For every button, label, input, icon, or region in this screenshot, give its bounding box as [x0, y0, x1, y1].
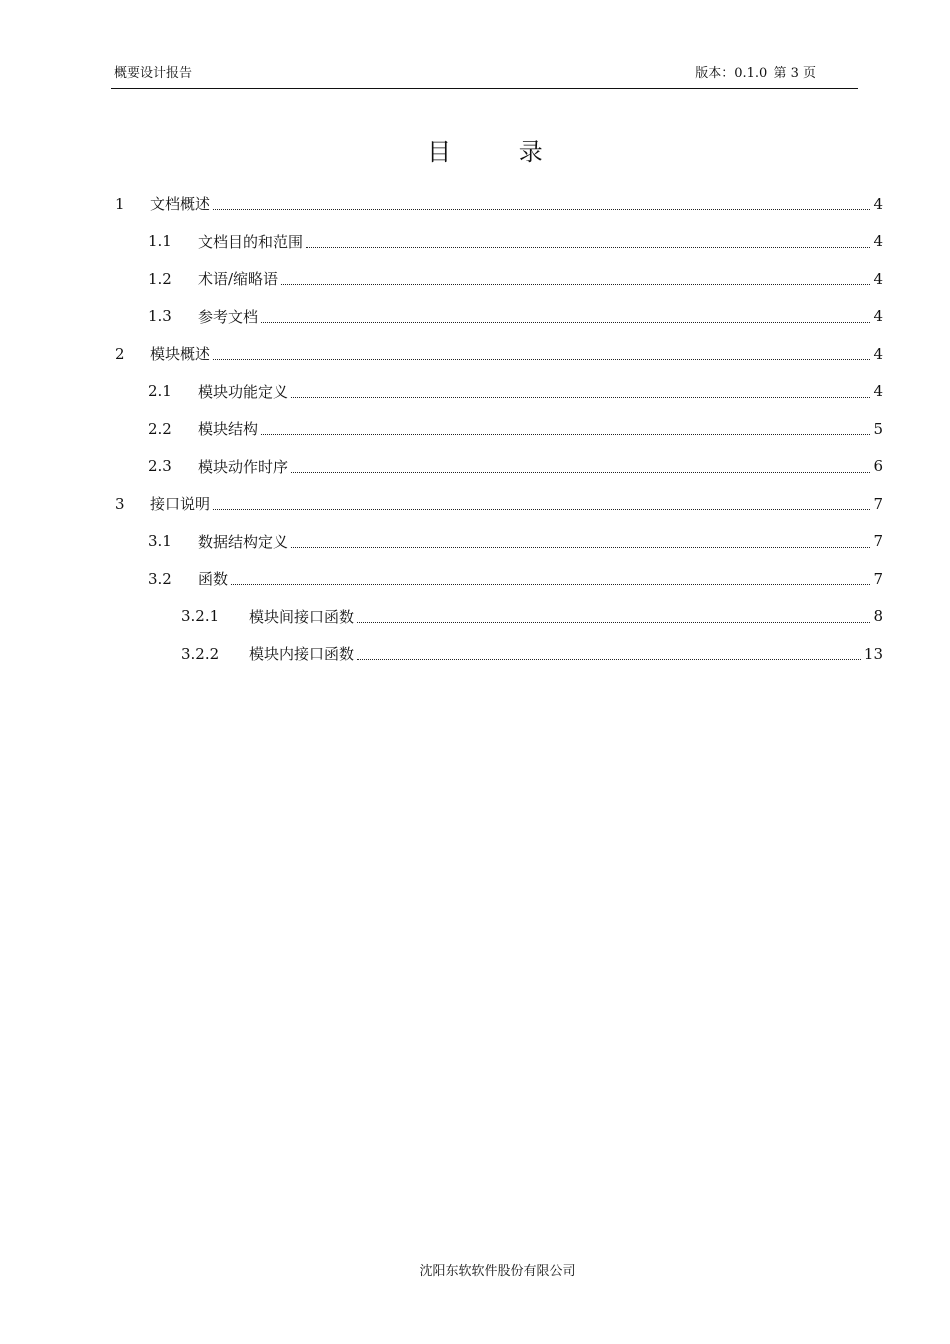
toc-entry-number: 1.3 [148, 307, 172, 326]
toc-entry-title[interactable]: 模块功能定义 [198, 382, 289, 401]
toc-entry-page: 4 [873, 344, 883, 363]
toc-entry-title[interactable]: 接口说明 [150, 495, 211, 514]
toc-entry-number: 2.3 [148, 457, 172, 476]
dot-leader [291, 472, 870, 473]
toc-entry-title[interactable]: 文档目的和范围 [198, 232, 304, 251]
dot-leader [357, 622, 870, 623]
header-divider [111, 88, 858, 89]
dot-leader [213, 359, 870, 360]
toc-entry[interactable] [113, 523, 883, 561]
toc-entry-page: 8 [873, 607, 883, 626]
page-header [112, 60, 858, 82]
toc-heading: 目 录 [427, 138, 573, 166]
toc-entry-page: 13 [863, 644, 883, 663]
page-footer: 沈阳东软软件股份有限公司 [419, 1264, 576, 1279]
toc-entry-title[interactable]: 模块内接口函数 [249, 645, 355, 664]
toc-entry-title[interactable]: 数据结构定义 [198, 532, 289, 551]
toc-entry-title[interactable]: 术语/缩略语 [198, 270, 279, 289]
toc-entry-page: 7 [873, 569, 883, 588]
table-of-contents [113, 185, 883, 673]
dot-leader [213, 209, 870, 210]
toc-entry-number: 1 [115, 194, 125, 213]
toc-entry-page: 4 [873, 307, 883, 326]
toc-entry-title[interactable]: 函数 [198, 570, 229, 589]
dot-leader [261, 434, 870, 435]
dot-leader [281, 284, 870, 285]
toc-entry[interactable] [113, 635, 883, 673]
toc-entry-number: 2.1 [148, 382, 172, 401]
toc-entry-number: 3.2.2 [181, 644, 220, 663]
toc-entry-page: 5 [873, 419, 883, 438]
version-label: 版本：0.1.0 [695, 66, 768, 81]
toc-entry-title[interactable]: 模块动作时序 [198, 457, 289, 476]
dot-leader [306, 247, 870, 248]
toc-entry-number: 2.2 [148, 419, 172, 438]
toc-entry-title[interactable]: 参考文档 [198, 307, 259, 326]
toc-entry-page: 4 [873, 194, 883, 213]
toc-entry-page: 6 [873, 457, 883, 476]
dot-leader [261, 322, 870, 323]
page-number: 第 3 页 [773, 66, 816, 81]
toc-entry-page: 4 [873, 232, 883, 251]
toc-entry[interactable] [113, 598, 883, 636]
dot-leader [291, 397, 870, 398]
toc-entry-number: 2 [115, 344, 125, 363]
toc-entry-title[interactable]: 模块结构 [198, 420, 259, 439]
document-title: 概要设计报告 [114, 66, 193, 81]
toc-entry-page: 4 [873, 269, 883, 288]
toc-entry[interactable] [113, 373, 883, 411]
toc-entry[interactable] [113, 448, 883, 486]
toc-entry[interactable] [113, 223, 883, 261]
toc-entry-number: 1.1 [148, 232, 172, 251]
toc-entry[interactable] [113, 485, 883, 523]
toc-entry[interactable] [113, 335, 883, 373]
dot-leader [213, 509, 870, 510]
toc-entry-title[interactable]: 模块间接口函数 [249, 607, 355, 626]
toc-entry-number: 3 [115, 494, 125, 513]
toc-entry-page: 7 [873, 494, 883, 513]
dot-leader [231, 584, 870, 585]
dot-leader [291, 547, 870, 548]
toc-entry-page: 7 [873, 532, 883, 551]
dot-leader [357, 659, 861, 660]
toc-entry-number: 3.2.1 [181, 607, 220, 626]
toc-entry-page: 4 [873, 382, 883, 401]
toc-entry[interactable] [113, 185, 883, 223]
toc-entry-number: 1.2 [148, 269, 172, 288]
toc-entry-number: 3.1 [148, 532, 172, 551]
version-info [695, 62, 818, 81]
toc-entry[interactable] [113, 260, 883, 298]
toc-entry-number: 3.2 [148, 569, 172, 588]
toc-entry-title[interactable]: 模块概述 [150, 345, 211, 364]
toc-entry[interactable] [113, 298, 883, 336]
toc-entry[interactable] [113, 560, 883, 598]
toc-entry[interactable] [113, 410, 883, 448]
toc-entry-title[interactable]: 文档概述 [150, 195, 211, 214]
